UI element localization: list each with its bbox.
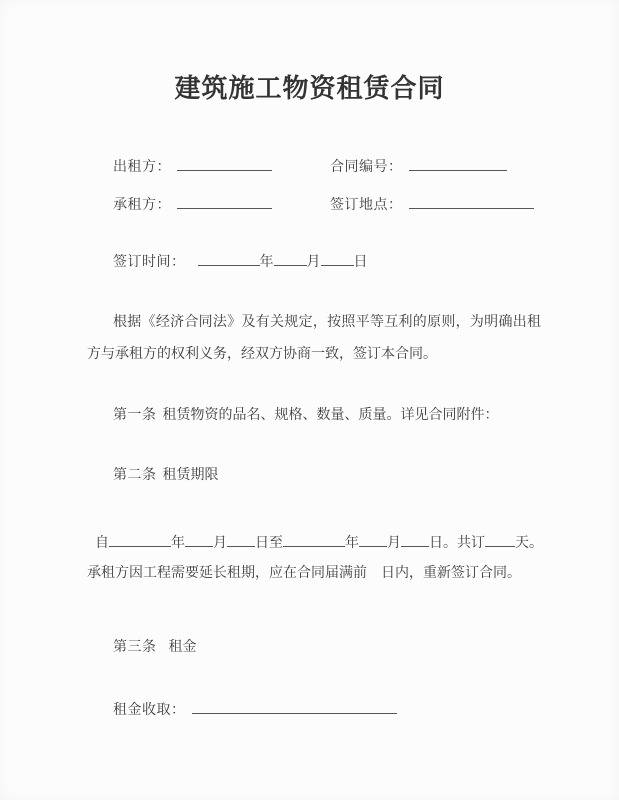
rent-collection-blank-line [192, 700, 397, 714]
contract-title: 建筑施工物资租赁合同 [174, 74, 445, 103]
term-month2-blank [359, 533, 387, 547]
term-month1-label: 月 [213, 536, 227, 551]
term-year1-label: 年 [171, 536, 185, 551]
lessee-field [113, 194, 272, 214]
lessee-blank-line [177, 195, 272, 209]
month-label: 月 [306, 255, 321, 270]
sign-time-label: 签订时间： [113, 255, 186, 270]
day-label: 日 [353, 255, 368, 270]
article-3-text: 租金 [168, 640, 197, 655]
article-1-number: 第一条 [113, 408, 157, 423]
year-label: 年 [259, 255, 274, 270]
lessor-label: 出租方： [113, 160, 171, 175]
article-1 [113, 404, 499, 424]
preamble-paragraph: 根据《经济合同法》及有关规定，按照平等互利的原则，为明确出租方与承租方的权利义务，经双方协商一致，签订本合同。 [87, 315, 541, 362]
term-days-unit-label: 天。 [515, 536, 543, 551]
article-1-text: 租赁物资的品名、规格、数量、质量。详见合同附件： [162, 408, 499, 423]
sign-place-field [330, 194, 534, 214]
term-day-total-label: 日。共订 [429, 536, 485, 551]
term-line [95, 532, 543, 552]
rent-collection-field [113, 699, 397, 719]
term-year2-label: 年 [345, 536, 359, 551]
term-day1-blank [227, 533, 255, 547]
article-3-number: 第三条 [113, 640, 157, 655]
term-month1-blank [185, 533, 213, 547]
sign-time-month-blank [274, 252, 307, 266]
contract-no-label: 合同编号： [330, 160, 403, 175]
term-days-blank [485, 533, 515, 547]
sign-place-blank-line [409, 195, 534, 209]
lessee-label: 承租方： [113, 198, 171, 213]
sign-place-label: 签订地点： [330, 198, 403, 213]
article-2 [113, 464, 219, 484]
contract-no-field [330, 156, 507, 176]
article-2-text: 租赁期限 [162, 468, 219, 483]
term-month2-label: 月 [387, 536, 401, 551]
term-note: 承租方因工程需要延长租期，应在合同届满前 日内，重新签订合同。 [87, 566, 521, 581]
sign-time-year-blank [198, 252, 260, 266]
sign-time-field [113, 251, 368, 271]
rent-collection-label: 租金收取： [113, 703, 186, 718]
article-3 [113, 636, 197, 656]
term-year1-blank [109, 533, 171, 547]
lessor-field [113, 156, 272, 176]
term-day-to-label: 日至 [255, 536, 283, 551]
term-year2-blank [283, 533, 345, 547]
article-2-number: 第二条 [113, 468, 157, 483]
sign-time-day-blank [321, 252, 354, 266]
term-day2-blank [401, 533, 429, 547]
contract-no-blank-line [409, 157, 507, 171]
lessor-blank-line [177, 157, 272, 171]
term-from-label: 自 [95, 536, 109, 551]
